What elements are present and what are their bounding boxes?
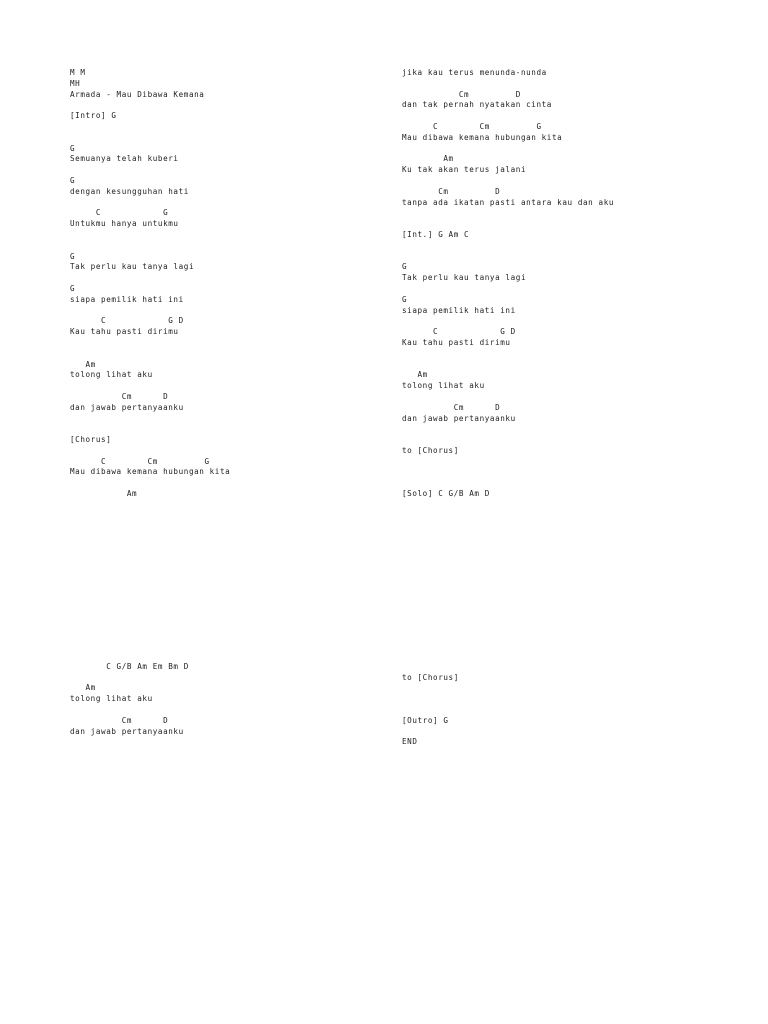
right-blank-line: [402, 511, 752, 522]
left-chord-line: G: [70, 251, 76, 261]
right-blank-line: [402, 651, 752, 662]
left-chord-line: C Cm G: [70, 456, 210, 466]
right-blank-line: [402, 176, 752, 187]
left-blank-line: [70, 597, 390, 608]
right-chord-line: Cm D: [402, 186, 501, 196]
right-lyric-line: END: [402, 737, 418, 747]
left-blank-line: [70, 338, 390, 349]
right-blank-line: [402, 662, 752, 673]
left-column: [70, 68, 390, 737]
left-lyric-line: siapa pemilik hati ini: [70, 294, 184, 304]
left-blank-line: [70, 629, 390, 640]
right-blank-line: [402, 360, 752, 371]
right-lyric-line: [Int.] G Am C: [402, 229, 470, 239]
left-blank-line: [70, 381, 390, 392]
right-blank-line: [402, 629, 752, 640]
right-lyric-line: dan tak pernah nyatakan cinta: [402, 100, 552, 110]
right-chord-line: Am: [402, 370, 428, 380]
left-chord-line: Am: [70, 359, 96, 369]
left-lyric-line: dan jawab pertanyaanku: [70, 726, 184, 736]
left-chord-line: Cm D: [70, 715, 169, 725]
right-blank-line: [402, 457, 752, 468]
left-blank-line: [70, 651, 390, 662]
left-lyric-line: Untukmu hanya untukmu: [70, 219, 179, 229]
right-blank-line: [402, 608, 752, 619]
left-blank-line: [70, 608, 390, 619]
left-blank-line: [70, 100, 390, 111]
right-blank-line: [402, 144, 752, 155]
left-blank-line: [70, 673, 390, 684]
left-blank-line: [70, 619, 390, 630]
right-blank-line: [402, 575, 752, 586]
left-blank-line: [70, 198, 390, 209]
right-blank-line: [402, 478, 752, 489]
right-blank-line: [402, 640, 752, 651]
left-blank-line: [70, 349, 390, 360]
right-lyric-line: [Solo] C G/B Am D: [402, 489, 490, 499]
right-blank-line: [402, 241, 752, 252]
left-chord-line: G: [70, 175, 76, 185]
left-lyric-line: dan jawab pertanyaanku: [70, 402, 184, 412]
right-chord-line: C Cm G: [402, 121, 542, 131]
left-chord-line: G: [70, 143, 76, 153]
right-chord-line: C G D: [402, 327, 516, 337]
left-chord-line: C G D: [70, 316, 184, 326]
left-lyric-line: tolong lihat aku: [70, 694, 153, 704]
right-lyric-line: [Outro] G: [402, 715, 449, 725]
right-lyric-line: Mau dibawa kemana hubungan kita: [402, 132, 563, 142]
left-blank-line: [70, 306, 390, 317]
left-lyric-line: Tak perlu kau tanya lagi: [70, 262, 195, 272]
left-blank-line: [70, 565, 390, 576]
left-blank-line: [70, 446, 390, 457]
left-blank-line: [70, 575, 390, 586]
left-lyric-line: dengan kesungguhan hati: [70, 186, 189, 196]
right-blank-line: [402, 521, 752, 532]
left-blank-line: [70, 273, 390, 284]
right-blank-line: [402, 316, 752, 327]
right-blank-line: [402, 619, 752, 630]
right-lyric-line: dan jawab pertanyaanku: [402, 413, 516, 423]
left-blank-line: [70, 241, 390, 252]
right-blank-line: [402, 111, 752, 122]
right-blank-line: [402, 467, 752, 478]
right-chord-line: Cm D: [402, 89, 521, 99]
left-blank-line: [70, 586, 390, 597]
right-chord-line: G: [402, 294, 408, 304]
right-blank-line: [402, 424, 752, 435]
right-blank-line: [402, 554, 752, 565]
left-blank-line: [70, 521, 390, 532]
right-chord-line: Cm D: [402, 402, 501, 412]
left-lyric-line: Kau tahu pasti dirimu: [70, 327, 179, 337]
right-lyric-line: to [Chorus]: [402, 445, 459, 455]
right-blank-line: [402, 392, 752, 403]
right-blank-line: [402, 252, 752, 263]
right-lyric-line: tanpa ada ikatan pasti antara kau dan aku: [402, 197, 615, 207]
right-blank-line: [402, 349, 752, 360]
right-blank-line: [402, 284, 752, 295]
left-chord-line: Am: [70, 489, 138, 499]
right-blank-line: [402, 543, 752, 554]
left-blank-line: [70, 165, 390, 176]
right-lyric-line: to [Chorus]: [402, 672, 459, 682]
left-blank-line: [70, 640, 390, 651]
right-lyric-line: Tak perlu kau tanya lagi: [402, 273, 527, 283]
left-chord-line: Cm D: [70, 391, 169, 401]
left-blank-line: [70, 424, 390, 435]
right-blank-line: [402, 79, 752, 90]
left-chord-line: C G/B Am Em Bm D: [70, 661, 189, 671]
left-blank-line: [70, 414, 390, 425]
right-blank-line: [402, 565, 752, 576]
left-blank-line: [70, 500, 390, 511]
right-chord-line: G: [402, 262, 408, 272]
left-blank-line: [70, 230, 390, 241]
right-blank-line: [402, 500, 752, 511]
left-chord-line: Am: [70, 683, 96, 693]
left-lyric-line: MH: [70, 78, 81, 88]
left-blank-line: [70, 543, 390, 554]
left-lyric-line: tolong lihat aku: [70, 370, 153, 380]
right-lyric-line: siapa pemilik hati ini: [402, 305, 516, 315]
left-blank-line: [70, 122, 390, 133]
left-lyric-line: Mau dibawa kemana hubungan kita: [70, 467, 231, 477]
left-lyric-line: Armada - Mau Dibawa Kemana: [70, 89, 205, 99]
left-lyric-line: [Chorus]: [70, 435, 112, 445]
left-blank-line: [70, 705, 390, 716]
right-lyric-line: Kau tahu pasti dirimu: [402, 337, 511, 347]
right-blank-line: [402, 597, 752, 608]
left-blank-line: [70, 133, 390, 144]
left-lyric-line: [Intro] G: [70, 111, 117, 121]
right-blank-line: [402, 683, 752, 694]
left-lyric-line: Semuanya telah kuberi: [70, 154, 179, 164]
right-blank-line: [402, 694, 752, 705]
left-blank-line: [70, 511, 390, 522]
left-chord-line: G: [70, 283, 76, 293]
left-blank-line: [70, 478, 390, 489]
right-blank-line: [402, 705, 752, 716]
left-chord-line: C G: [70, 208, 169, 218]
left-lyric-line: M M: [70, 68, 86, 77]
left-blank-line: [70, 554, 390, 565]
right-blank-line: [402, 208, 752, 219]
right-blank-line: [402, 586, 752, 597]
right-lyric-line: jika kau terus menunda-nunda: [402, 68, 547, 77]
left-blank-line: [70, 532, 390, 543]
right-column: [402, 68, 752, 748]
right-blank-line: [402, 219, 752, 230]
right-lyric-line: Ku tak akan terus jalani: [402, 165, 527, 175]
right-lyric-line: tolong lihat aku: [402, 381, 485, 391]
right-chord-line: Am: [402, 154, 454, 164]
right-blank-line: [402, 532, 752, 543]
right-blank-line: [402, 435, 752, 446]
right-blank-line: [402, 727, 752, 738]
